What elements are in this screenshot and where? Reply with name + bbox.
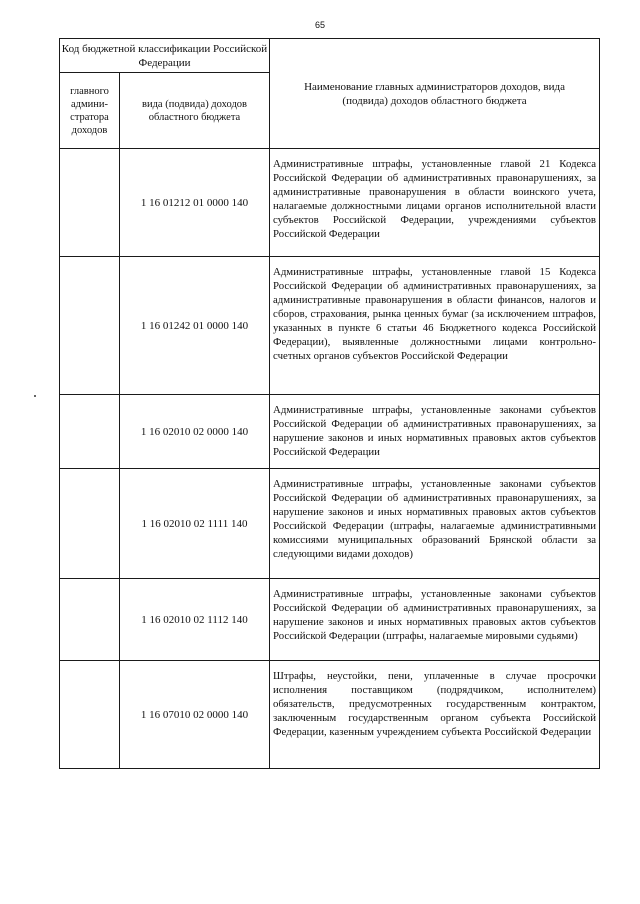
revenue-name-cell: Административные штрафы, установленные главой 15 Кодекса Российской Федерации об административных правонарушениях, за административные правонарушения в области финансов, налогов и сборов, страхования, рынка ценных бумаг (за исключением штрафов, указанных в пункте 6 статьи 46 Бюджетного кодекса Российской Федерации), выявленные должностными лицами контрольно-счетных органов субъектов Российской Федерации bbox=[270, 257, 600, 395]
revenue-code-cell: 1 16 02010 02 0000 140 bbox=[120, 395, 270, 469]
table-row bbox=[60, 579, 600, 661]
admin-code-cell bbox=[60, 395, 120, 469]
admin-code-cell bbox=[60, 469, 120, 579]
table-row bbox=[60, 661, 600, 769]
revenue-name-cell: Административные штрафы, установленные главой 21 Кодекса Российской Федерации об административных правонарушениях, за административные правонарушения в области воинского учета, налагаемые должностными лицами органов исполнительной власти субъектов Российской Федерации, учреждениями субъектов Российской Федерации bbox=[270, 149, 600, 257]
table-row bbox=[60, 395, 600, 469]
revenue-name-cell: Штрафы, неустойки, пени, уплаченные в случае просрочки исполнения поставщиком (подрядчиком, исполнителем) обязательств, предусмотренных государственным контрактом, заключенным государственным органом субъекта Российской Федерации, казенным учреждением субъекта Российской Федерации bbox=[270, 661, 600, 769]
revenue-code-cell: 1 16 02010 02 1111 140 bbox=[120, 469, 270, 579]
admin-code-cell bbox=[60, 579, 120, 661]
revenue-name-cell: Административные штрафы, установленные законами субъектов Российской Федерации об административных правонарушениях, за нарушение законов и иных нормативных правовых актов субъектов Российской Федерации (штрафы, налагаемые административными комиссиями муниципальных образований Брянской области за следующими видами доходов) bbox=[270, 469, 600, 579]
header-name-column: Наименование главных администраторов доходов, вида (подвида) доходов областного бюджета bbox=[270, 39, 600, 149]
admin-code-cell bbox=[60, 149, 120, 257]
admin-code-cell bbox=[60, 257, 120, 395]
revenue-code-cell: 1 16 01212 01 0000 140 bbox=[120, 149, 270, 257]
revenue-code-cell: 1 16 07010 02 0000 140 bbox=[120, 661, 270, 769]
revenue-name-cell: Административные штрафы, установленные законами субъектов Российской Федерации об административных правонарушениях, за нарушение законов и иных нормативных правовых актов субъектов Российской Федерации (штрафы, налагаемые мировыми судьями) bbox=[270, 579, 600, 661]
header-admin-column: главного админи-стратора доходов bbox=[60, 73, 120, 149]
budget-classification-table bbox=[59, 38, 600, 769]
admin-code-cell bbox=[60, 661, 120, 769]
header-code-group: Код бюджетной классификации Российской Федерации bbox=[60, 39, 270, 73]
page-number: 65 bbox=[314, 20, 325, 30]
revenue-name-cell: Административные штрафы, установленные законами субъектов Российской Федерации об административных правонарушениях, за нарушение законов и иных нормативных правовых актов субъектов Российской Федерации bbox=[270, 395, 600, 469]
revenue-code-cell: 1 16 01242 01 0000 140 bbox=[120, 257, 270, 395]
table-row bbox=[60, 469, 600, 579]
header-type-column: вида (подвида) доходов областного бюджета bbox=[120, 73, 270, 149]
revenue-code-cell: 1 16 02010 02 1112 140 bbox=[120, 579, 270, 661]
table-header-row bbox=[60, 39, 600, 73]
table-row bbox=[60, 149, 600, 257]
table-row bbox=[60, 257, 600, 395]
scan-speck bbox=[34, 395, 36, 397]
